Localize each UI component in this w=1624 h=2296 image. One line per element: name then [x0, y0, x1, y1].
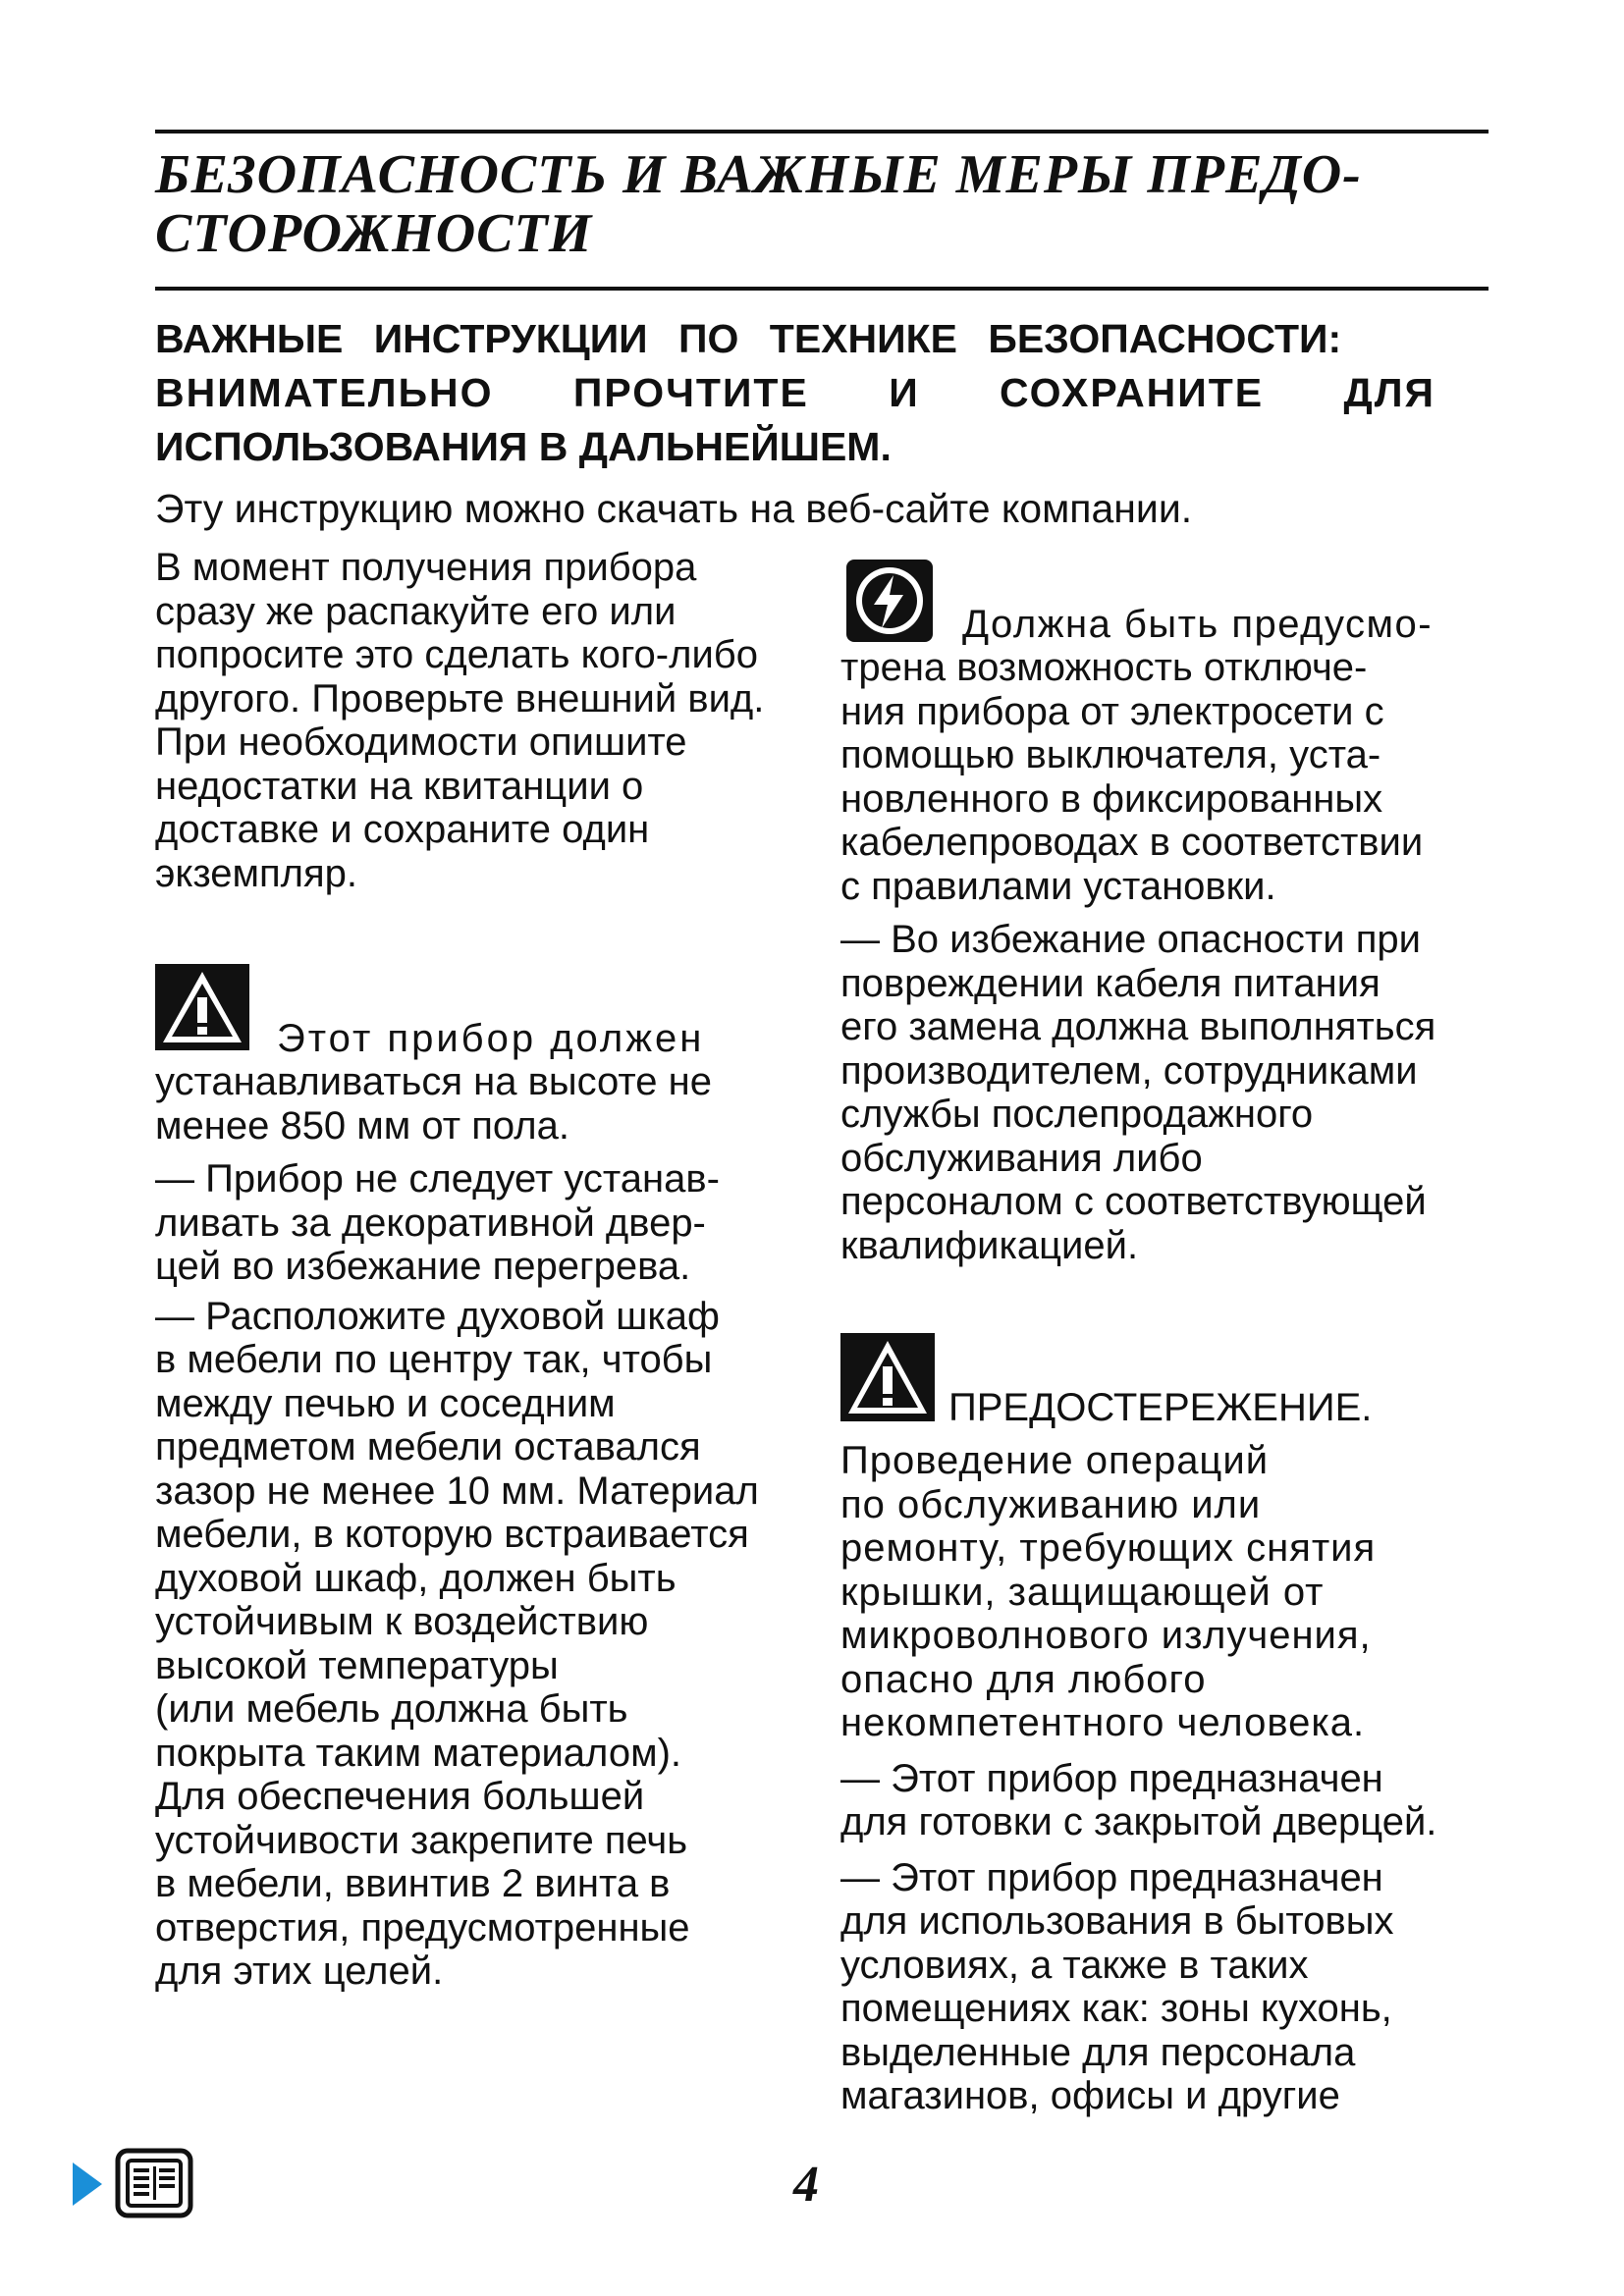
caution-label-line — [948, 1386, 1372, 1430]
text-line: производителем, сотрудниками — [840, 1048, 1418, 1093]
text-line: предметом мебели оставался — [155, 1425, 701, 1468]
door-paragraph — [155, 1157, 823, 1289]
text-line: — Этот прибор предназначен — [840, 1756, 1383, 1800]
text-line: экземпляр. — [155, 851, 358, 895]
text-line: (или мебель должна быть — [155, 1687, 628, 1731]
right-column-lower — [840, 1439, 1508, 2118]
receipt-paragraph — [155, 546, 823, 895]
title-line-2: СТОРОЖНОСТИ — [155, 203, 593, 264]
text-line: цей во избежание перегрева. — [155, 1245, 691, 1288]
text-line: крышки, защищающей от — [840, 1570, 1325, 1614]
text-line: микроволнового излучения, — [840, 1614, 1372, 1657]
household-paragraph — [840, 1856, 1508, 2118]
nav-contents-icon[interactable] — [69, 2145, 196, 2223]
caution-label: ПРЕДОСТЕРЕЖЕНИЕ. — [948, 1386, 1373, 1429]
left-column-lower — [155, 1060, 823, 1994]
text-line: новленного в фиксированных — [840, 776, 1383, 821]
safety-subheading — [155, 312, 1489, 474]
text-line: Проведение операций — [840, 1439, 1270, 1482]
text-line: с правилами установки. — [840, 864, 1276, 908]
text-line: — Расположите духовой шкаф — [155, 1294, 720, 1338]
text-line: другого. Проверьте внешний вид. — [155, 676, 765, 721]
warning-icon — [155, 964, 249, 1050]
text-line: между печью и соседним — [155, 1381, 616, 1425]
caution-icon — [840, 1333, 935, 1421]
text-line: службы послепродажного — [840, 1093, 1314, 1136]
text-line: В момент получения прибора — [155, 546, 697, 589]
text-line: условиях, а также в таких — [840, 1943, 1309, 1987]
subheading-line-1: ВАЖНЫЕ ИНСТРУКЦИИ ПО ТЕХНИКЕ БЕЗОПАСНОСТИ: — [155, 316, 1342, 361]
page-number: 4 — [793, 2157, 819, 2213]
closed-door-paragraph — [840, 1757, 1508, 1844]
text-line: выделенные для персонала — [840, 2030, 1356, 2074]
text-line: обслуживания либо — [840, 1136, 1203, 1180]
text-line: духовой шкаф, должен быть — [155, 1556, 677, 1600]
text-line: — Прибор не следует устанав- — [155, 1157, 720, 1201]
text-line: доставке и сохраните один — [155, 808, 650, 851]
text-line: помощью выключателя, уста- — [840, 733, 1381, 776]
title-line-1: БЕЗОПАСНОСТЬ И ВАЖНЫЕ МЕРЫ ПРЕДО- — [155, 144, 1362, 205]
text-line: некомпетентного человека. — [840, 1701, 1366, 1744]
bottom-rule — [155, 287, 1489, 291]
text-line: помещениях как: зоны кухонь, — [840, 1987, 1392, 2030]
switch-paragraph — [840, 646, 1508, 908]
intro-paragraph: Эту инструкцию можно скачать на веб-сайте компании. — [155, 486, 1193, 531]
text-line: квалификацией. — [840, 1223, 1139, 1267]
text-line: его замена должна выполняться — [840, 1005, 1436, 1048]
text-line: ния прибора от электросети с — [840, 689, 1384, 733]
text-line: устойчивости закрепите печь — [155, 1818, 688, 1862]
switch-first-line — [962, 603, 1433, 647]
text-line: опасно для любого — [840, 1657, 1207, 1701]
top-rule — [155, 130, 1489, 133]
left-column — [155, 546, 823, 895]
caution-paragraph — [840, 1439, 1508, 1745]
text-line: магазинов, офисы и другие — [840, 2074, 1340, 2117]
switch-first-text: Должна быть предусмо- — [962, 603, 1434, 646]
text-line: трена возможность отключе- — [840, 646, 1368, 689]
text-line: отверстия, предусмотренные — [155, 1905, 690, 1949]
text-line: для готовки с закрытой дверцей. — [840, 1800, 1437, 1843]
text-line: — Этот прибор предназначен — [840, 1855, 1383, 1899]
text-line: ливать за декоративной двер- — [155, 1201, 706, 1245]
text-line: зазор не менее 10 мм. Материал — [155, 1468, 759, 1513]
placement-paragraph — [155, 1295, 823, 1994]
text-line: При необходимости опишите — [155, 721, 687, 764]
text-line: в мебели, ввинтив 2 винта в — [155, 1862, 671, 1905]
text-line: персоналом с соответствующей — [840, 1180, 1427, 1223]
text-line: попросите это сделать кого-либо — [155, 633, 758, 676]
text-line: недостатки на квитанции о — [155, 764, 644, 808]
height-first-text: Этот прибор должен — [277, 1017, 705, 1060]
text-line: повреждении кабеля питания — [840, 961, 1380, 1005]
text-line: высокой температуры — [155, 1643, 559, 1687]
text-line: для использования в бытовых — [840, 1899, 1394, 1943]
text-line: ремонту, требующих снятия — [840, 1526, 1377, 1570]
text-line: сразу же распакуйте его или — [155, 589, 677, 633]
text-line: Для обеспечения большей — [155, 1775, 645, 1818]
text-line: менее 850 мм от пола. — [155, 1103, 569, 1148]
subheading-line-2: ВНИМАТЕЛЬНО ПРОЧТИТЕ И СОХРАНИТЕ ДЛЯ — [155, 370, 1435, 415]
right-column — [840, 646, 1508, 1267]
text-line: в мебели по центру так, чтобы — [155, 1338, 713, 1381]
text-line: мебели, в которую встраивается — [155, 1513, 749, 1556]
height-paragraph — [155, 1060, 823, 1148]
text-line: устанавливаться на высоте не — [155, 1060, 712, 1103]
text-line: устойчивым к воздействию — [155, 1600, 649, 1643]
text-line: для этих целей. — [155, 1949, 444, 1993]
text-line: — Во избежание опасности при — [840, 918, 1421, 961]
height-first-line — [277, 1017, 704, 1061]
subheading-line-3: ИСПОЛЬЗОВАНИЯ В ДАЛЬНЕЙШЕМ. — [155, 424, 892, 469]
lightning-bolt-icon — [844, 558, 935, 644]
cable-paragraph — [840, 918, 1508, 1267]
page-title — [155, 145, 1530, 263]
text-line: покрыта таким материалом). — [155, 1731, 681, 1775]
text-line: кабелепроводах в соответствии — [840, 821, 1424, 864]
text-line: по обслуживанию или — [840, 1482, 1262, 1526]
